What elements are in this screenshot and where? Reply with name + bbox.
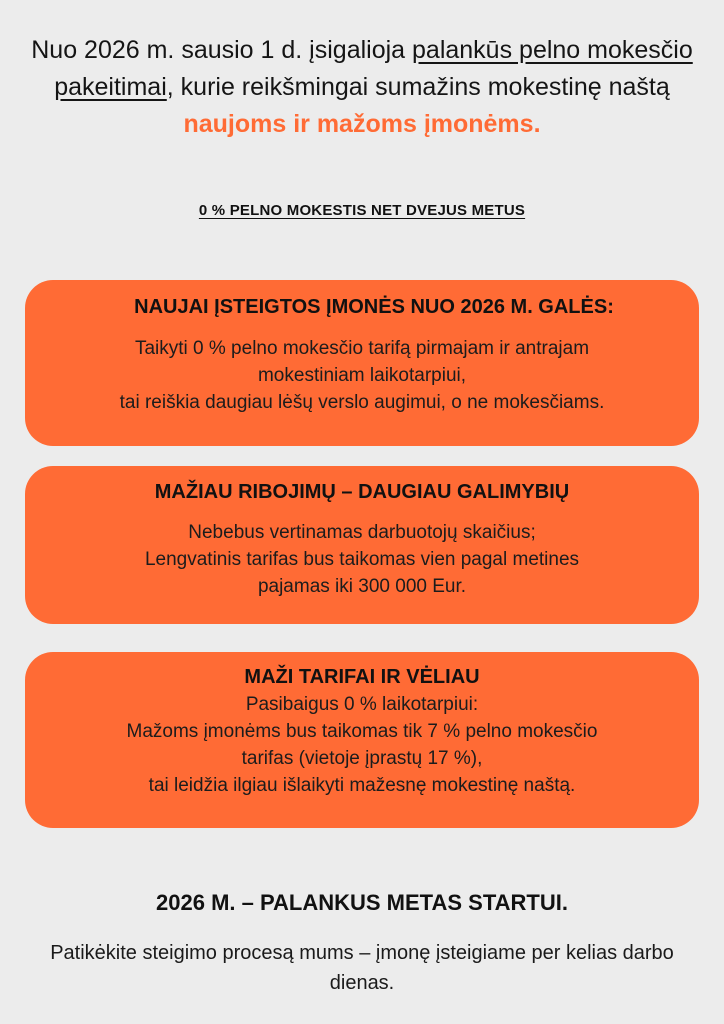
card-title: MAŽI TARIFAI IR VĖLIAU xyxy=(244,666,480,688)
card-line: tarifas (vietoje įprastų 17 %), xyxy=(241,748,483,769)
card-body xyxy=(25,519,699,600)
card-line: Pasibaigus 0 % laikotarpiui: xyxy=(245,694,479,715)
card-line: Mažoms įmonėms bus taikomas tik 7 % pelno mokesčio xyxy=(126,721,598,742)
info-card-low-rates xyxy=(25,652,699,828)
card-title: NAUJAI ĮSTEIGTOS ĮMONĖS NUO 2026 M. GALĖS: xyxy=(134,296,614,318)
intro-text-middle: , kurie reikšmingai sumažins mokestinę naštą xyxy=(166,73,670,101)
card-line: tai reiškia daugiau lėšų verslo augimui, o ne mokesčiams. xyxy=(119,392,605,413)
card-line: Nebebus vertinamas darbuotojų skaičius; xyxy=(188,522,536,543)
intro-underlined-text: palankūs pelno mokesčio pakeitimai xyxy=(54,36,693,101)
subheading: 0 % PELNO MOKESTIS NET DVEJUS METUS xyxy=(198,202,526,219)
card-line: mokestiniam laikotarpiui, xyxy=(257,365,467,386)
card-line: pajamas iki 300 000 Eur. xyxy=(257,576,467,597)
info-card-fewer-restrictions xyxy=(25,466,699,624)
card-line: tai leidžia ilgiau išlaikyti mažesnę mokestinę naštą. xyxy=(148,775,576,796)
card-body xyxy=(25,691,699,799)
closing-text: Patikėkite steigimo procesą mums – įmonę įsteigiame per kelias darbo dienas. xyxy=(50,942,674,994)
closing-title: 2026 M. – PALANKUS METAS STARTUI. xyxy=(156,890,568,915)
card-title: MAŽIAU RIBOJIMŲ – DAUGIAU GALIMYBIŲ xyxy=(154,481,570,503)
card-line: Lengvatinis tarifas bus taikomas vien pagal metines xyxy=(144,549,580,570)
card-line: Taikyti 0 % pelno mokesčio tarifą pirmajam ir antrajam xyxy=(134,338,590,359)
card-body xyxy=(25,335,699,416)
intro-paragraph xyxy=(30,32,694,143)
intro-highlight-text: naujoms ir mažoms įmonėms. xyxy=(183,110,541,138)
intro-text-start: Nuo 2026 m. sausio 1 d. įsigalioja xyxy=(31,36,413,64)
info-card-new-companies xyxy=(25,280,699,446)
